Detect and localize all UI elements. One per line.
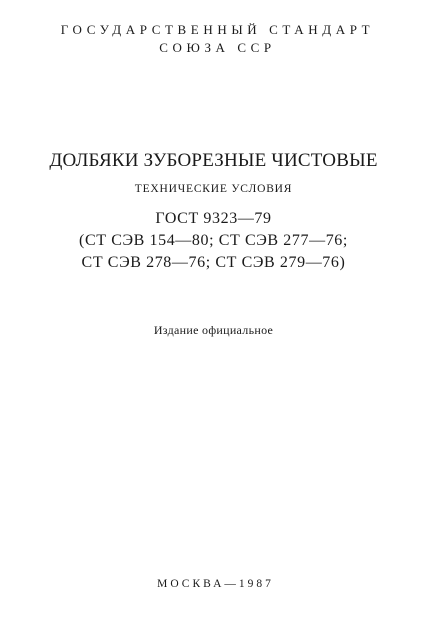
publication-place-year: МОСКВА—1987 [157, 578, 274, 590]
sev-references-line-2: СТ СЭВ 278—76; СТ СЭВ 279—76) [81, 254, 346, 271]
header-state-standard: ГОСУДАРСТВЕННЫЙ СТАНДАРТ [60, 22, 375, 37]
sev-references-line-1: (СТ СЭВ 154—80; СТ СЭВ 277—76; [79, 232, 348, 249]
document-subtitle: ТЕХНИЧЕСКИЕ УСЛОВИЯ [134, 183, 293, 195]
edition-note: Издание официальное [153, 323, 274, 337]
gost-number: ГОСТ 9323—79 [155, 210, 272, 227]
header-ussr: СОЮЗА ССР [159, 40, 276, 55]
document-title: ДОЛБЯКИ ЗУБОРЕЗНЫЕ ЧИСТОВЫЕ [49, 150, 378, 171]
